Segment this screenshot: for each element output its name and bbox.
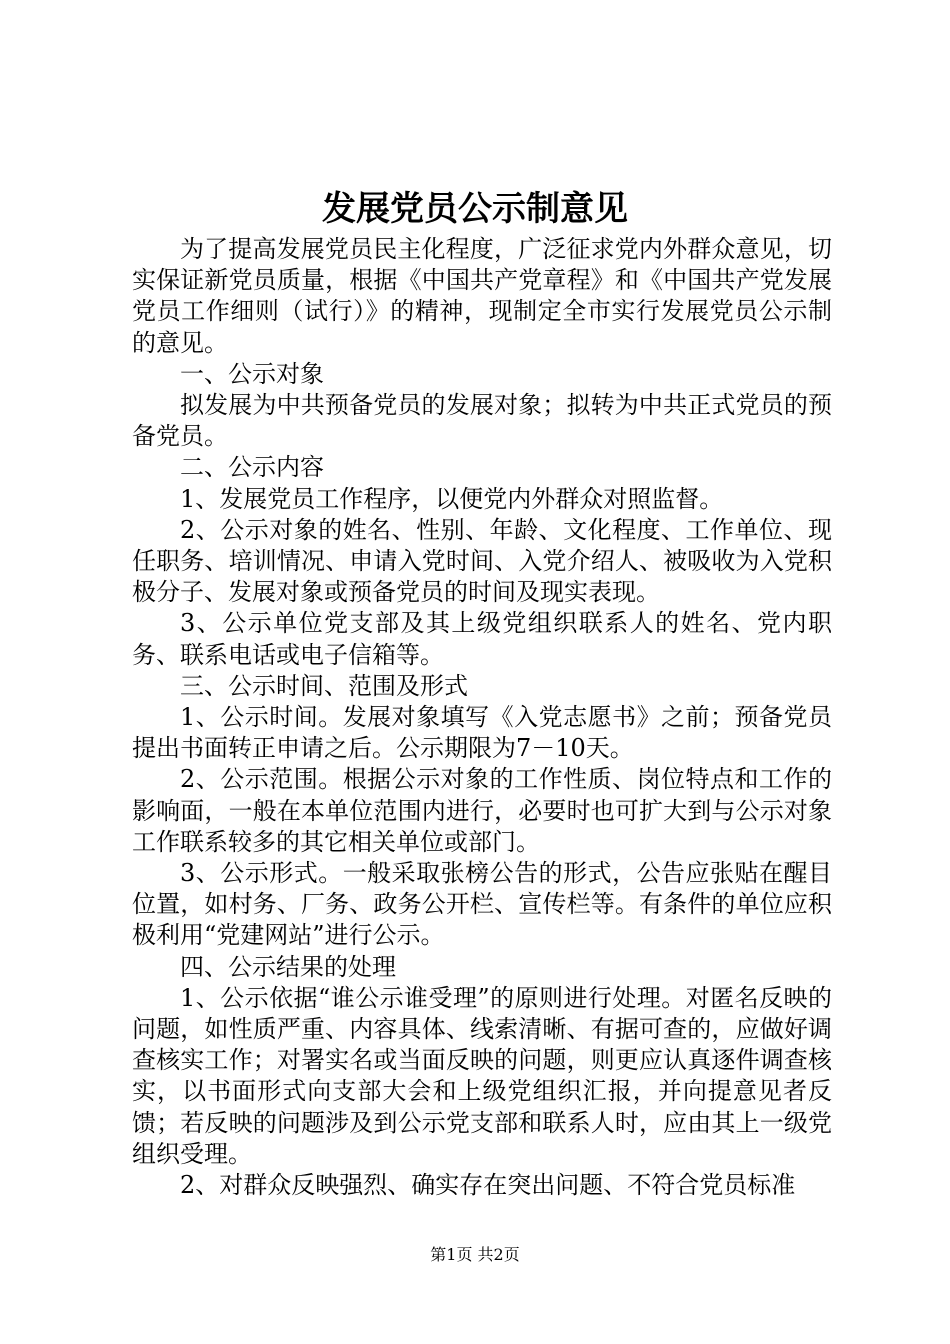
page-footer: 第1页 共2页 (430, 1245, 520, 1264)
paragraph: 2、公示对象的姓名、性别、年龄、文化程度、工作单位、现任职务、培训情况、申请入党时间、入党介绍人、被吸收为入党积极分子、发展对象或预备党员的时间及现实表现。 (132, 515, 832, 607)
paragraph: 1、公示依据“谁公示谁受理”的原则进行处理。对匿名反映的问题，如性质严重、内容具体、线索清晰、有据可查的，应做好调查核实工作；对署实名或当面反映的问题，则更应认真逐件调查核实，以书面形式向支部大会和上级党组织汇报，并向提意见者反馈；若反映的问题涉及到公示党支部和联系人时，应由其上一级党组织受理。 (132, 983, 832, 1168)
section-heading: 三、公示时间、范围及形式 (180, 671, 468, 700)
paragraph: 3、公示单位党支部及其上级党组织联系人的姓名、党内职务、联系电话或电子信箱等。 (132, 609, 832, 669)
document-body (132, 234, 832, 1201)
section-heading: 二、公示内容 (180, 453, 324, 482)
paragraph: 2、对群众反映强烈、确实存在突出问题、不符合党员标准 (180, 1171, 796, 1200)
paragraph: 1、发展党员工作程序，以便党内外群众对照监督。 (180, 484, 724, 513)
section-heading: 一、公示对象 (180, 359, 324, 388)
section-heading: 四、公示结果的处理 (180, 952, 396, 981)
paragraph: 3、公示形式。一般采取张榜公告的形式，公告应张贴在醒目位置，如村务、厂务、政务公开栏、宣传栏等。有条件的单位应积极利用“党建网站”进行公示。 (132, 859, 832, 950)
paragraph: 2、公示范围。根据公示对象的工作性质、岗位特点和工作的影响面，一般在本单位范围内进行，必要时也可扩大到与公示对象工作联系较多的其它相关单位或部门。 (132, 765, 832, 856)
paragraph: 为了提高发展党员民主化程度，广泛征求党内外群众意见，切实保证新党员质量，根据《中国共产党章程》和《中国共产党发展党员工作细则（试行）》的精神，现制定全市实行发展党员公示制的意见。 (132, 235, 832, 357)
paragraph: 1、公示时间。发展对象填写《入党志愿书》之前；预备党员提出书面转正申请之后。公示期限为7－10天。 (132, 703, 832, 763)
document-title: 发展党员公示制意见 (322, 189, 628, 229)
paragraph: 拟发展为中共预备党员的发展对象；拟转为中共正式党员的预备党员。 (132, 391, 832, 451)
